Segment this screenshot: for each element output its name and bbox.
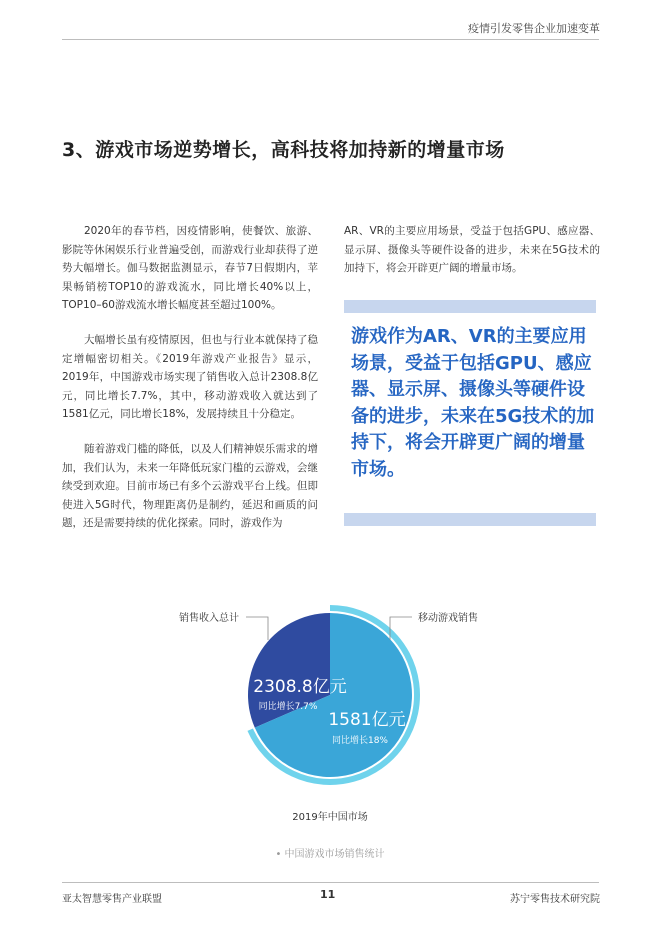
- right-column: [344, 222, 600, 278]
- caption-bullet-icon: •: [275, 849, 282, 860]
- header-title: 疫情引发零售企业加速变革: [468, 22, 600, 35]
- body-paragraph: 2020年的春节档，因疫情影响，使餐饮、旅游、影院等休闲娱乐行业普遍受创，而游戏行业却获得了逆势大幅增长。伽马数据监测显示，春节7日假期内，苹果畅销榜TOP10的游戏流水，同比增长40%以上，TOP10–60游戏流水增长幅度甚至超过100%。: [62, 225, 318, 312]
- section-title: 3、游戏市场逆势增长，高科技将加持新的增量市场: [62, 139, 505, 161]
- left-column: [62, 222, 318, 549]
- pull-quote-bar-bottom: [344, 513, 596, 526]
- legend-label-mobile: 移动游戏销售: [418, 613, 478, 624]
- body-paragraph: 随着游戏门槛的降低，以及人们精神娱乐需求的增加，我们认为，未来一年降低玩家门槛的云游戏，会继续受到欢迎。目前市场已有多个云游戏平台上线。但即使进入5G时代，物理距离仍是制约，延迟和画质的问题，还是需要持续的优化探索。同时，游戏作为: [62, 442, 318, 530]
- chart-title: 中国游戏市场销售统计: [284, 849, 385, 860]
- leader-line-total: [246, 617, 268, 640]
- body-paragraph: AR、VR的主要应用场景，受益于包括GPU、感应器、显示屏、摄像头等硬件设备的进步，未来在5G技术的加持下，将会开辟更广阔的增量市场。: [344, 225, 600, 275]
- chart-caption: [0, 845, 660, 860]
- legend-label-total: 销售收入总计: [179, 613, 239, 624]
- data-label-total-growth: 同比增长7.7%: [258, 702, 318, 712]
- data-label-mobile-growth: 同比增长18%: [331, 736, 389, 746]
- footer-org-right: 苏宁零售技术研究院: [510, 894, 600, 905]
- pie-chart-svg: [0, 560, 660, 850]
- page-number: 11: [320, 888, 336, 901]
- footer-divider: [62, 882, 599, 883]
- data-label-total-value: 2308.8亿元: [253, 677, 347, 697]
- data-label-mobile-value: 1581亿元: [328, 710, 406, 730]
- chart-xlabel: 2019年中国市场: [292, 812, 368, 823]
- pie-chart: [0, 560, 660, 870]
- pull-quote-bar-top: [344, 300, 596, 313]
- footer-org-left: 亚太智慧零售产业联盟: [62, 894, 162, 905]
- pull-quote: 游戏作为AR、VR的主要应用场景，受益于包括GPU、感应器、显示屏、摄像头等硬件设备的进步，未来在5G技术的加持下，将会开辟更广阔的增量市场。: [351, 326, 595, 480]
- header-divider: [62, 39, 599, 40]
- body-paragraph: 大幅增长虽有疫情原因，但也与行业本就保持了稳定增幅密切相关。《2019年游戏产业报告》显示，2019年，中国游戏市场实现了销售收入总计2308.8亿元，同比增长7.7%，其中，移动游戏收入就达到了1581亿元，同比增长18%，发展持续且十分稳定。: [62, 333, 318, 421]
